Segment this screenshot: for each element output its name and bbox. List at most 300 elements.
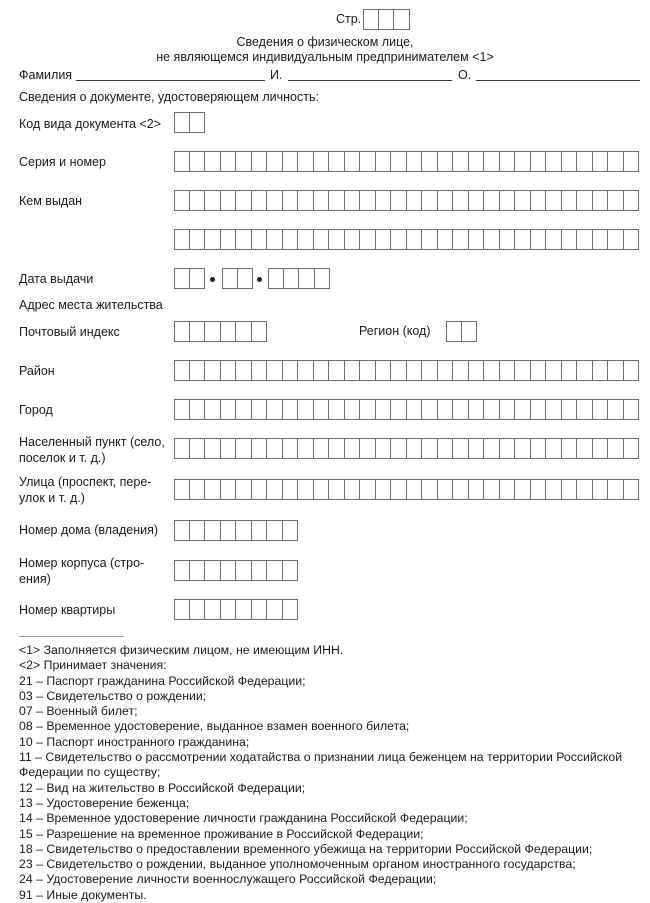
input-cell[interactable] — [391, 479, 407, 500]
house-number-field[interactable] — [174, 520, 298, 541]
street-field[interactable] — [174, 479, 639, 500]
input-cell[interactable] — [221, 479, 237, 500]
input-cell[interactable] — [453, 229, 469, 250]
input-cell[interactable] — [422, 229, 438, 250]
input-cell[interactable] — [221, 229, 237, 250]
input-cell[interactable] — [283, 560, 299, 581]
input-cell[interactable] — [205, 229, 221, 250]
input-cell[interactable] — [205, 479, 221, 500]
input-cell[interactable] — [462, 321, 478, 342]
input-cell[interactable] — [360, 479, 376, 500]
input-cell[interactable] — [205, 560, 221, 581]
input-cell[interactable] — [391, 399, 407, 420]
input-cell[interactable] — [205, 399, 221, 420]
input-cell[interactable] — [608, 399, 624, 420]
input-cell[interactable] — [190, 438, 206, 459]
input-cell[interactable] — [360, 229, 376, 250]
input-cell[interactable] — [221, 599, 237, 620]
page-number-field[interactable] — [363, 9, 410, 30]
address-section-label: Адрес места жительства — [19, 298, 163, 312]
input-cell[interactable] — [515, 479, 531, 500]
input-cell[interactable] — [252, 438, 268, 459]
input-cell[interactable] — [438, 151, 454, 172]
input-cell[interactable] — [608, 479, 624, 500]
input-cell[interactable] — [267, 438, 283, 459]
doc-code-field[interactable] — [174, 112, 205, 133]
input-cell[interactable] — [360, 438, 376, 459]
input-cell[interactable] — [267, 399, 283, 420]
input-cell[interactable] — [577, 479, 593, 500]
input-cell[interactable] — [391, 190, 407, 211]
input-cell[interactable] — [531, 399, 547, 420]
input-cell[interactable] — [252, 190, 268, 211]
input-cell[interactable] — [298, 190, 314, 211]
footnote-line: <1> Заполняется физическим лицом, не имеющим ИНН. — [19, 643, 344, 657]
input-cell[interactable] — [267, 560, 283, 581]
input-cell[interactable] — [394, 9, 410, 30]
flat-number-field[interactable] — [174, 599, 298, 620]
input-cell[interactable] — [624, 360, 640, 381]
street-label-line-2: улок и т. д.) — [19, 491, 85, 505]
input-cell[interactable] — [314, 360, 330, 381]
input-cell[interactable] — [500, 399, 516, 420]
input-cell[interactable] — [267, 520, 283, 541]
input-cell[interactable] — [314, 190, 330, 211]
input-cell[interactable] — [174, 438, 190, 459]
input-cell[interactable] — [515, 229, 531, 250]
input-cell[interactable] — [345, 229, 361, 250]
input-cell[interactable] — [391, 151, 407, 172]
series-number-field[interactable] — [174, 151, 639, 172]
postal-code-field[interactable] — [174, 321, 267, 342]
input-cell[interactable] — [238, 268, 254, 289]
input-cell[interactable] — [174, 399, 190, 420]
input-cell[interactable] — [205, 438, 221, 459]
input-cell[interactable] — [190, 399, 206, 420]
input-cell[interactable] — [484, 190, 500, 211]
input-cell[interactable] — [562, 438, 578, 459]
input-cell[interactable] — [190, 229, 206, 250]
input-cell[interactable] — [190, 599, 206, 620]
input-cell[interactable] — [236, 520, 252, 541]
input-cell[interactable] — [267, 151, 283, 172]
input-cell[interactable] — [174, 520, 190, 541]
input-cell[interactable] — [407, 438, 423, 459]
input-cell[interactable] — [515, 190, 531, 211]
input-cell[interactable] — [546, 360, 562, 381]
input-cell[interactable] — [577, 151, 593, 172]
input-cell[interactable] — [205, 321, 221, 342]
input-cell[interactable] — [608, 151, 624, 172]
input-cell[interactable] — [345, 190, 361, 211]
input-cell[interactable] — [236, 438, 252, 459]
footnote-line: 91 – Иные документы. — [19, 887, 147, 902]
input-cell[interactable] — [221, 520, 237, 541]
input-cell[interactable] — [391, 360, 407, 381]
input-cell[interactable] — [515, 399, 531, 420]
input-cell[interactable] — [252, 151, 268, 172]
city-label: Город — [19, 403, 53, 417]
input-cell[interactable] — [500, 360, 516, 381]
input-cell[interactable] — [174, 479, 190, 500]
first-name-field[interactable] — [288, 80, 452, 81]
input-cell[interactable] — [624, 399, 640, 420]
input-cell[interactable] — [190, 151, 206, 172]
input-cell[interactable] — [221, 321, 237, 342]
input-cell[interactable] — [236, 399, 252, 420]
input-cell[interactable] — [252, 321, 268, 342]
input-cell[interactable] — [298, 438, 314, 459]
input-cell[interactable] — [314, 479, 330, 500]
input-cell[interactable] — [624, 151, 640, 172]
input-cell[interactable] — [469, 479, 485, 500]
input-cell[interactable] — [624, 479, 640, 500]
input-cell[interactable] — [422, 190, 438, 211]
input-cell[interactable] — [469, 438, 485, 459]
footnote-line: Федерации по существу; — [19, 765, 161, 780]
input-cell[interactable] — [391, 229, 407, 250]
input-cell[interactable] — [190, 360, 206, 381]
input-cell[interactable] — [190, 190, 206, 211]
input-cell[interactable] — [345, 479, 361, 500]
input-cell[interactable] — [593, 229, 609, 250]
input-cell[interactable] — [515, 438, 531, 459]
footnote-line: <2> Принимает значения: — [19, 658, 167, 673]
input-cell[interactable] — [469, 229, 485, 250]
input-cell[interactable] — [267, 190, 283, 211]
input-cell[interactable] — [531, 190, 547, 211]
input-cell[interactable] — [422, 151, 438, 172]
input-cell[interactable] — [593, 479, 609, 500]
footnote-line: 21 – Паспорт гражданина Российской Федерации; — [19, 673, 306, 688]
input-cell[interactable] — [453, 360, 469, 381]
input-cell[interactable] — [531, 151, 547, 172]
input-cell[interactable] — [376, 399, 392, 420]
input-cell[interactable] — [376, 479, 392, 500]
input-cell[interactable] — [515, 360, 531, 381]
input-cell[interactable] — [314, 151, 330, 172]
input-cell[interactable] — [546, 479, 562, 500]
input-cell[interactable] — [236, 360, 252, 381]
input-cell[interactable] — [236, 321, 252, 342]
issue-date-day-field[interactable] — [174, 268, 205, 289]
input-cell[interactable] — [345, 438, 361, 459]
input-cell[interactable] — [376, 229, 392, 250]
region-code-field[interactable] — [446, 321, 477, 342]
input-cell[interactable] — [174, 360, 190, 381]
input-cell[interactable] — [299, 268, 315, 289]
issued-by-field-line-1[interactable] — [174, 190, 639, 211]
input-cell[interactable] — [422, 438, 438, 459]
input-cell[interactable] — [500, 190, 516, 211]
input-cell[interactable] — [438, 360, 454, 381]
input-cell[interactable] — [577, 229, 593, 250]
input-cell[interactable] — [252, 560, 268, 581]
input-cell[interactable] — [329, 399, 345, 420]
input-cell[interactable] — [329, 190, 345, 211]
input-cell[interactable] — [268, 268, 284, 289]
input-cell[interactable] — [190, 112, 206, 133]
input-cell[interactable] — [484, 479, 500, 500]
input-cell[interactable] — [345, 360, 361, 381]
input-cell[interactable] — [608, 190, 624, 211]
input-cell[interactable] — [624, 438, 640, 459]
input-cell[interactable] — [438, 399, 454, 420]
input-cell[interactable] — [236, 560, 252, 581]
input-cell[interactable] — [453, 438, 469, 459]
footnote-line: 10 – Паспорт иностранного гражданина; — [19, 734, 250, 749]
input-cell[interactable] — [329, 438, 345, 459]
input-cell[interactable] — [267, 229, 283, 250]
input-cell[interactable] — [236, 479, 252, 500]
input-cell[interactable] — [407, 399, 423, 420]
input-cell[interactable] — [546, 438, 562, 459]
input-cell[interactable] — [422, 479, 438, 500]
input-cell[interactable] — [267, 360, 283, 381]
city-field[interactable] — [174, 399, 639, 420]
input-cell[interactable] — [376, 360, 392, 381]
input-cell[interactable] — [593, 399, 609, 420]
building-label-line-2: ения) — [19, 572, 51, 586]
input-cell[interactable] — [205, 360, 221, 381]
input-cell[interactable] — [190, 520, 206, 541]
input-cell[interactable] — [236, 151, 252, 172]
footnote-separator — [19, 636, 124, 637]
locality-label-line-1: Населенный пункт (село, — [19, 435, 165, 449]
input-cell[interactable] — [236, 190, 252, 211]
input-cell[interactable] — [407, 151, 423, 172]
input-cell[interactable] — [593, 151, 609, 172]
input-cell[interactable] — [546, 151, 562, 172]
input-cell[interactable] — [329, 151, 345, 172]
input-cell[interactable] — [407, 479, 423, 500]
input-cell[interactable] — [422, 399, 438, 420]
input-cell[interactable] — [190, 321, 206, 342]
input-cell[interactable] — [329, 479, 345, 500]
input-cell[interactable] — [546, 229, 562, 250]
input-cell[interactable] — [624, 190, 640, 211]
input-cell[interactable] — [252, 520, 268, 541]
input-cell[interactable] — [283, 479, 299, 500]
input-cell[interactable] — [174, 190, 190, 211]
input-cell[interactable] — [531, 438, 547, 459]
input-cell[interactable] — [469, 151, 485, 172]
input-cell[interactable] — [174, 229, 190, 250]
input-cell[interactable] — [314, 399, 330, 420]
input-cell[interactable] — [500, 479, 516, 500]
input-cell[interactable] — [407, 190, 423, 211]
input-cell[interactable] — [329, 360, 345, 381]
input-cell[interactable] — [593, 360, 609, 381]
surname-field[interactable] — [76, 80, 265, 81]
input-cell[interactable] — [608, 360, 624, 381]
locality-field[interactable] — [174, 438, 639, 459]
input-cell[interactable] — [298, 151, 314, 172]
input-cell[interactable] — [577, 190, 593, 211]
input-cell[interactable] — [174, 268, 190, 289]
input-cell[interactable] — [298, 479, 314, 500]
input-cell[interactable] — [422, 360, 438, 381]
district-field[interactable] — [174, 360, 639, 381]
input-cell[interactable] — [593, 190, 609, 211]
input-cell[interactable] — [205, 190, 221, 211]
input-cell[interactable] — [376, 151, 392, 172]
input-cell[interactable] — [205, 520, 221, 541]
house-number-label: Номер дома (владения) — [19, 523, 159, 537]
input-cell[interactable] — [562, 479, 578, 500]
input-cell[interactable] — [315, 268, 331, 289]
input-cell[interactable] — [252, 479, 268, 500]
input-cell[interactable] — [469, 190, 485, 211]
footnote-line: 23 – Свидетельство о рождении, выданное уполномоченным органом иностранного государства; — [19, 857, 576, 872]
input-cell[interactable] — [267, 599, 283, 620]
series-number-label: Серия и номер — [19, 155, 106, 169]
input-cell[interactable] — [236, 229, 252, 250]
input-cell[interactable] — [205, 599, 221, 620]
input-cell[interactable] — [283, 599, 299, 620]
input-cell[interactable] — [453, 151, 469, 172]
input-cell[interactable] — [283, 360, 299, 381]
input-cell[interactable] — [500, 229, 516, 250]
input-cell[interactable] — [515, 151, 531, 172]
input-cell[interactable] — [608, 229, 624, 250]
locality-label-line-2: поселок и т. д.) — [19, 451, 106, 465]
input-cell[interactable] — [298, 399, 314, 420]
input-cell[interactable] — [222, 268, 238, 289]
footnote-line: 15 – Разрешение на временное проживание в Российской Федерации; — [19, 826, 424, 841]
input-cell[interactable] — [314, 229, 330, 250]
input-cell[interactable] — [298, 360, 314, 381]
input-cell[interactable] — [624, 229, 640, 250]
input-cell[interactable] — [252, 360, 268, 381]
input-cell[interactable] — [376, 438, 392, 459]
issue-date-month-field[interactable] — [222, 268, 253, 289]
input-cell[interactable] — [314, 438, 330, 459]
input-cell[interactable] — [376, 190, 392, 211]
input-cell[interactable] — [329, 229, 345, 250]
input-cell[interactable] — [391, 438, 407, 459]
input-cell[interactable] — [298, 229, 314, 250]
input-cell[interactable] — [360, 360, 376, 381]
input-cell[interactable] — [562, 229, 578, 250]
input-cell[interactable] — [345, 151, 361, 172]
input-cell[interactable] — [469, 399, 485, 420]
input-cell[interactable] — [360, 399, 376, 420]
input-cell[interactable] — [608, 438, 624, 459]
input-cell[interactable] — [593, 438, 609, 459]
input-cell[interactable] — [174, 151, 190, 172]
input-cell[interactable] — [562, 399, 578, 420]
input-cell[interactable] — [267, 479, 283, 500]
input-cell[interactable] — [174, 321, 190, 342]
input-cell[interactable] — [469, 360, 485, 381]
input-cell[interactable] — [453, 479, 469, 500]
input-cell[interactable] — [562, 360, 578, 381]
input-cell[interactable] — [360, 190, 376, 211]
input-cell[interactable] — [446, 321, 462, 342]
input-cell[interactable] — [221, 438, 237, 459]
input-cell[interactable] — [283, 399, 299, 420]
input-cell[interactable] — [283, 190, 299, 211]
input-cell[interactable] — [577, 438, 593, 459]
street-label-line-1: Улица (проспект, пере- — [19, 475, 152, 489]
input-cell[interactable] — [284, 268, 300, 289]
input-cell[interactable] — [531, 229, 547, 250]
input-cell[interactable] — [531, 360, 547, 381]
input-cell[interactable] — [221, 399, 237, 420]
input-cell[interactable] — [577, 399, 593, 420]
input-cell[interactable] — [174, 560, 190, 581]
footnote-line: 08 – Временное удостоверение, выданное взамен военного билета; — [19, 719, 410, 734]
input-cell[interactable] — [236, 599, 252, 620]
input-cell[interactable] — [546, 399, 562, 420]
input-cell[interactable] — [500, 151, 516, 172]
input-cell[interactable] — [174, 112, 190, 133]
patronymic-field[interactable] — [476, 80, 640, 81]
input-cell[interactable] — [438, 479, 454, 500]
input-cell[interactable] — [283, 229, 299, 250]
input-cell[interactable] — [190, 560, 206, 581]
input-cell[interactable] — [562, 190, 578, 211]
input-cell[interactable] — [484, 399, 500, 420]
input-cell[interactable] — [205, 151, 221, 172]
input-cell[interactable] — [360, 151, 376, 172]
input-cell[interactable] — [221, 151, 237, 172]
input-cell[interactable] — [453, 399, 469, 420]
surname-label: Фамилия — [19, 68, 73, 82]
issue-date-year-field[interactable] — [268, 268, 330, 289]
input-cell[interactable] — [283, 151, 299, 172]
input-cell[interactable] — [190, 479, 206, 500]
input-cell[interactable] — [562, 151, 578, 172]
issued-by-field-line-2[interactable] — [174, 229, 639, 250]
input-cell[interactable] — [407, 229, 423, 250]
date-separator-dot — [210, 277, 215, 282]
input-cell[interactable] — [345, 399, 361, 420]
input-cell[interactable] — [221, 560, 237, 581]
input-cell[interactable] — [531, 479, 547, 500]
input-cell[interactable] — [221, 190, 237, 211]
input-cell[interactable] — [484, 438, 500, 459]
footnote-line: 24 – Удостоверение личности военнослужащего Российской Федерации; — [19, 872, 437, 887]
input-cell[interactable] — [283, 438, 299, 459]
input-cell[interactable] — [174, 599, 190, 620]
input-cell[interactable] — [190, 268, 206, 289]
input-cell[interactable] — [252, 599, 268, 620]
input-cell[interactable] — [484, 360, 500, 381]
input-cell[interactable] — [252, 399, 268, 420]
input-cell[interactable] — [252, 229, 268, 250]
region-code-label: Регион (код) — [359, 324, 431, 338]
input-cell[interactable] — [221, 360, 237, 381]
input-cell[interactable] — [546, 190, 562, 211]
input-cell[interactable] — [577, 360, 593, 381]
input-cell[interactable] — [453, 190, 469, 211]
input-cell[interactable] — [484, 151, 500, 172]
input-cell[interactable] — [363, 9, 379, 30]
input-cell[interactable] — [438, 438, 454, 459]
input-cell[interactable] — [438, 190, 454, 211]
building-number-field[interactable] — [174, 560, 298, 581]
input-cell[interactable] — [438, 229, 454, 250]
input-cell[interactable] — [484, 229, 500, 250]
input-cell[interactable] — [379, 9, 395, 30]
form-title-line-1: Сведения о физическом лице, — [236, 35, 414, 49]
input-cell[interactable] — [500, 438, 516, 459]
input-cell[interactable] — [283, 520, 299, 541]
footnote-line: 07 – Военный билет; — [19, 704, 138, 719]
input-cell[interactable] — [407, 360, 423, 381]
